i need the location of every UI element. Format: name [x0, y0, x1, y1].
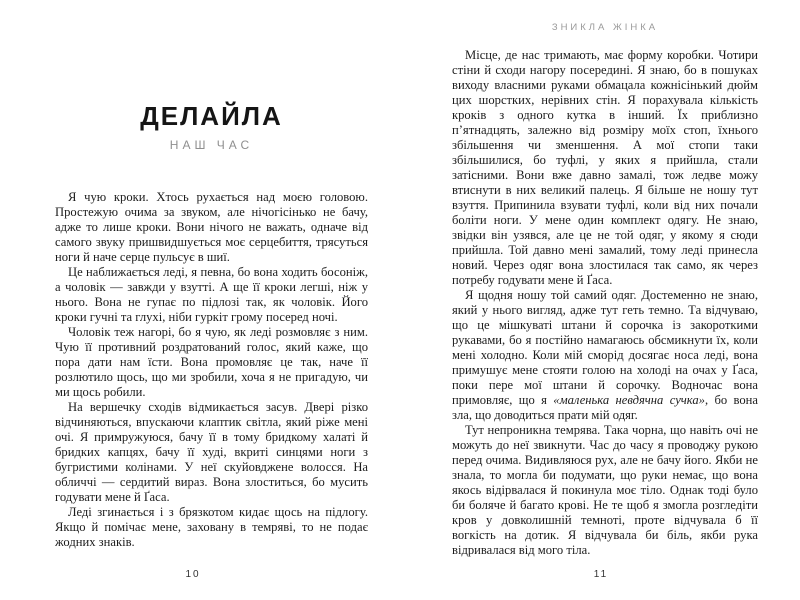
text-run: Я чую кроки. Хтось рухається над моєю головою. Простежую очима за звуком, але нічогісінько не бачу, адже то лише кроки. Вони нічого не важать, одначе від самого звуку пришвидшується моє серцебиття, трясуться ноги й наче серце пульсує в шиї.: [55, 190, 368, 264]
chapter-title: ДЕЛАЙЛА: [140, 101, 283, 131]
text-run: , бо вона зла, що доводиться прати мій одяг.: [452, 393, 758, 422]
page-right: [400, 0, 800, 600]
right-page-number: 11: [593, 569, 609, 580]
left-page-number: 10: [185, 569, 201, 580]
paragraph: [452, 48, 758, 288]
paragraph: [452, 288, 758, 423]
text-run: Чоловік теж нагорі, бо я чую, як леді розмовляє з ним. Чую її противний роздратований голос, який каже, що пора дати нам їсти. Вона промовляє це так, наче її розлютило щось, що ми зробили, хоча я не пригадую, чи ми щось робили.: [55, 325, 368, 399]
italic-text: «маленька невдячна сучка»: [553, 393, 705, 407]
text-run: Я щодня ношу той самий одяг. Достеменно не знаю, який у нього вигляд, адже тут геть темно. Та відчуваю, що це мішкуваті штани й сорочка із закороткими рукавами, бо я постійно намагаюсь обсмикнути їх, коли мені холодно. Коли мій сморід досягає носа леді, вона примушує мене стояти голою на холоді на очах у Ґаса, поки пере мої штани й сорочку. Водночас вона примовляє, що я: [452, 288, 758, 407]
paragraph: [55, 265, 368, 325]
running-header: ЗНИКЛА ЖІНКА: [551, 22, 659, 33]
text-run: Місце, де нас тримають, має форму коробки. Чотири стіни й сходи нагору посередині. Я знаю, бо в пошуках виходу власними руками обмацала кожнісінький дюйм цих шорстких, нерівних стін. Я порахувала кількість кроків з одного кутка в інший. Їх приблизно п’ятнадцять, залежно від розміру моїх стоп, їхнього збільшення чи зменшення. А мої стопи таки збільшилися, бо туфлі, у яких я прийшла, стали затісними. Вони вже давно замалі, тож ледве можу втиснути в них великий палець. Я більше не ношу тут взуття. Припинила взувати туфлі, коли від них почали боліти ноги. У мене один комплект одягу. Не знаю, звідки він узявся, але це не той одяг, у якому я сюди прийшла. Той давно мені замалий, тому леді принесла новий. Через одяг вона злостилася так само, як через потребу годувати мене й Ґаса.: [452, 48, 758, 287]
chapter-subtitle: НАШ ЧАС: [169, 137, 254, 152]
right-page-text: [452, 48, 758, 558]
paragraph: [55, 400, 368, 505]
text-run: Леді згинається і з брязкотом кидає щось на підлогу. Якщо й помічає мене, заховану в темряві, то не подає жодних знаків.: [55, 505, 368, 549]
text-run: На вершечку сходів відмикається засув. Двері різко відчиняються, впускаючи клаптик світла, який ріже мені очі. Я примружуюся, бачу її в тому бридкому халаті й бридких капцях, бачу її худі, вкриті синцями ноги з бугристими колінами. У неї скуйовджене волосся. На обличчі — сердитий вираз. Вона злоститься, бо мусить годувати мене й Ґаса.: [55, 400, 368, 504]
paragraph: [452, 423, 758, 558]
paragraph: [55, 505, 368, 550]
text-run: Це наближається леді, я певна, бо вона ходить босоніж, а чоловік — завжди у взутті. А ще її кроки легші, ніж у нього. Вона не гупає по підлозі так, як чоловік. Його кроки гучні та глухі, ніби гуркіт грому посеред ночі.: [55, 265, 368, 324]
chapter-heading: [55, 102, 368, 152]
left-page-text: [55, 190, 368, 550]
paragraph: [55, 325, 368, 400]
paragraph: [55, 190, 368, 265]
text-run: Тут непроникна темрява. Така чорна, що навіть очі не можуть до неї звикнути. Час до часу я проводжу рукою перед очима. Видивляюся рух, але не бачу його. Якби не знала, то могла би подумати, що руки немає, що вона якось відірвалася й покинула моє тіло. Однак тоді було би боляче й багато крові. Не те щоб я змогла розгледіти кров у довколишній темноті, проте відчувала б її вогкість на дотик. Я відчувала би біль, якби рука відривалася від мого тіла.: [452, 423, 758, 557]
